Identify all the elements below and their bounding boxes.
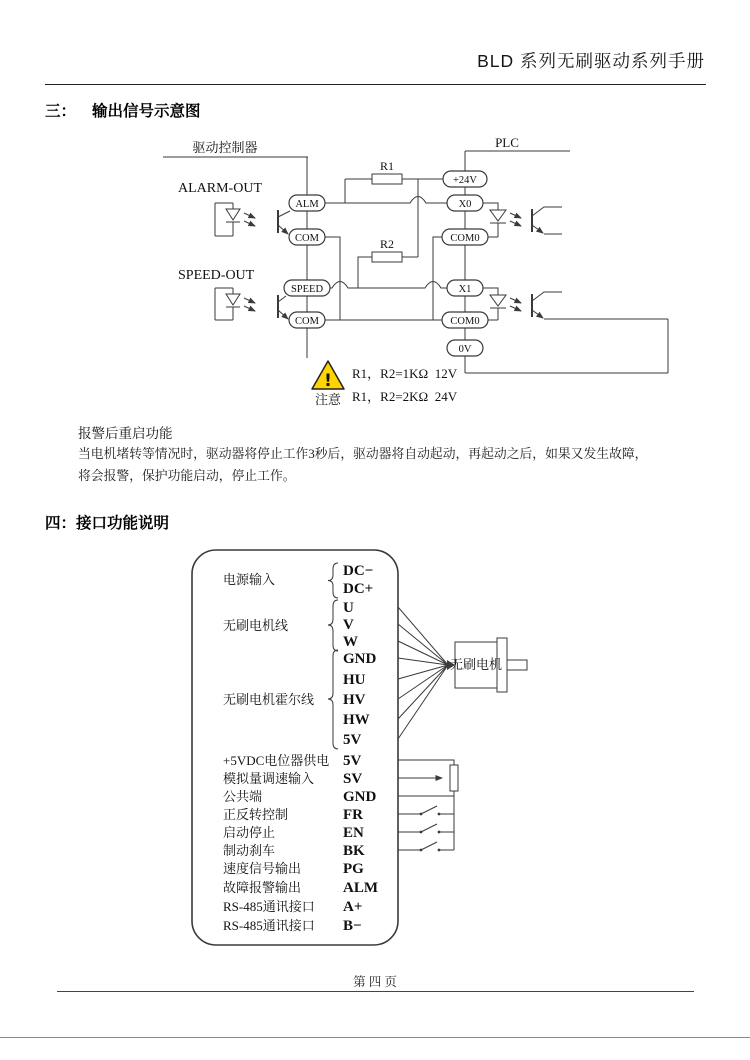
row-pin-alm: ALM <box>343 880 378 896</box>
terminal-com2-label: COM <box>295 316 319 327</box>
group-hall-label: 无刷电机霍尔线 <box>223 692 315 707</box>
page-bottom-rule <box>0 1037 750 1038</box>
r1-label: R1 <box>379 159 395 173</box>
page-footer <box>0 972 750 992</box>
page-number: 第 四 页 <box>347 972 403 992</box>
terminal-x0-label: X0 <box>458 199 472 210</box>
row-label-direction: 正反转控制 <box>223 807 289 822</box>
resistor-r1 <box>372 159 402 184</box>
r2-label: R2 <box>379 237 395 251</box>
row-label-analog-speed: 模拟量调速输入 <box>223 771 315 786</box>
section3-title: 输出信号示意图 <box>92 103 201 120</box>
optocoupler-speed-out <box>215 288 288 320</box>
row-label-speed-signal: 速度信号输出 <box>223 861 302 876</box>
row-pin-fr: FR <box>343 807 363 823</box>
potentiometer <box>398 760 458 796</box>
section4-heading: 四：接口功能说明 <box>45 515 170 532</box>
row-label-rs485-b: RS-485通讯接口 <box>223 918 315 933</box>
page-title: BLD 系列无刷驱动系列手册 <box>477 51 705 71</box>
restart-note-line2: 将会报警，保护功能启动，停止工作。 <box>78 468 296 483</box>
restart-note <box>78 423 678 487</box>
optocoupler-plc-x1 <box>483 288 668 320</box>
drive-controller-title: 驱动控制器 <box>192 140 258 155</box>
warning-line2: R1，R2=2KΩ 24V <box>352 389 458 404</box>
group-motor-label: 无刷电机线 <box>223 618 289 633</box>
row-pin-bk: BK <box>343 843 365 859</box>
terminal-0v <box>447 340 483 356</box>
terminal-com1-label: COM <box>295 233 319 244</box>
brushless-motor <box>450 638 527 692</box>
pin-dc-plus: DC+ <box>343 581 374 597</box>
pin-w: W <box>343 634 358 650</box>
row-label-alarm-out: 故障报警输出 <box>223 880 302 895</box>
brace-motor-wires <box>328 600 338 651</box>
terminal-alm <box>289 195 325 211</box>
row-pin-a-plus: A+ <box>343 899 363 915</box>
motor-harness <box>398 607 455 739</box>
switch-en <box>398 824 454 833</box>
pin-gnd-hall: GND <box>343 651 377 667</box>
terminal-0v-label: 0V <box>458 344 472 355</box>
section3-number: 三： <box>45 103 77 120</box>
plc-title: PLC <box>495 135 519 150</box>
terminal-com0-2 <box>442 312 488 328</box>
row-label-pot-supply: +5VDC电位器供电 <box>223 753 330 768</box>
switch-fr <box>398 806 454 815</box>
terminal-com-1 <box>289 229 325 245</box>
row-pin-5v: 5V <box>343 753 362 769</box>
pin-5v-hall: 5V <box>343 732 362 748</box>
pin-v: V <box>343 617 354 633</box>
terminal-alm-label: ALM <box>295 199 319 210</box>
alarm-out-label: ALARM-OUT <box>178 181 262 196</box>
warning-mark: ! <box>324 371 332 391</box>
row-label-rs485-a: RS-485通讯接口 <box>223 899 315 914</box>
section3-heading <box>45 99 201 121</box>
terminal-com0-2-label: COM0 <box>450 316 480 327</box>
terminal-24v <box>443 171 487 187</box>
terminal-x1-label: X1 <box>458 284 472 295</box>
terminal-24v-label: +24V <box>452 175 478 186</box>
row-pin-b-minus: B− <box>343 918 362 934</box>
warning-caption: 注意 <box>314 392 342 407</box>
output-signal-diagram <box>160 133 675 420</box>
pin-u: U <box>343 600 354 616</box>
brace-hall-wires <box>328 650 338 749</box>
row-pin-gnd: GND <box>343 789 377 805</box>
row-pin-pg: PG <box>343 861 364 877</box>
warning-line1: R1，R2=1KΩ 12V <box>352 366 458 381</box>
row-label-brake: 制动刹车 <box>223 843 276 858</box>
plc-frame <box>465 151 668 373</box>
terminal-x0 <box>447 195 483 211</box>
pin-hw: HW <box>343 712 370 728</box>
pin-hu: HU <box>343 672 366 688</box>
optocoupler-alarm-out <box>215 203 290 236</box>
restart-note-line1: 当电机堵转等情况时，驱动器将停止工作3秒后，驱动器将自动起动，再起动之后，如果又发生故障， <box>78 447 648 461</box>
motor-label: 无刷电机 <box>449 657 503 672</box>
restart-note-title: 报警后重启功能 <box>78 426 173 441</box>
header-rule <box>45 84 706 85</box>
row-pin-sv: SV <box>343 771 363 787</box>
group-power-label: 电源输入 <box>223 572 276 587</box>
terminal-com-2 <box>289 312 325 328</box>
interface-diagram <box>185 545 540 957</box>
optocoupler-plc-x0 <box>483 203 562 237</box>
pin-dc-minus: DC− <box>343 563 374 579</box>
speed-out-label: SPEED-OUT <box>178 268 255 283</box>
footer-rule <box>57 991 694 992</box>
terminal-x1 <box>447 280 483 296</box>
terminal-speed-label: SPEED <box>290 284 324 295</box>
switch-bk <box>398 842 454 851</box>
terminal-com0-1 <box>442 229 488 245</box>
terminal-speed <box>284 280 330 296</box>
pin-hv: HV <box>343 692 366 708</box>
row-label-enable: 启动停止 <box>223 825 276 840</box>
terminal-com0-1-label: COM0 <box>450 233 480 244</box>
warning-note <box>312 361 458 407</box>
row-label-common: 公共端 <box>223 789 263 804</box>
brace-power <box>328 563 338 598</box>
row-pin-en: EN <box>343 825 364 841</box>
resistor-r2 <box>372 237 402 262</box>
